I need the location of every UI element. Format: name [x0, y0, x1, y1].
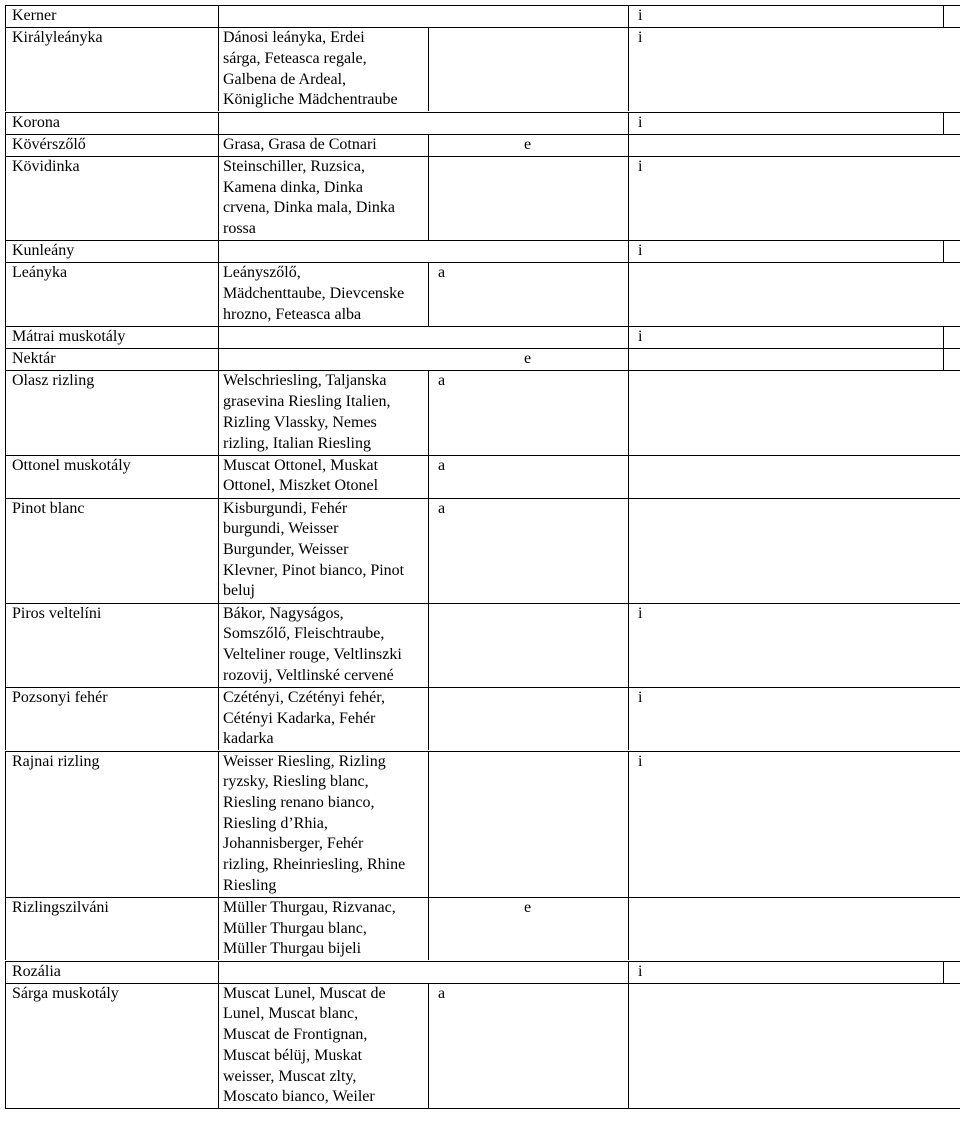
row-left-border [5, 326, 6, 348]
variety-name: Rajnai rizling [12, 752, 100, 770]
row-left-border [5, 498, 6, 603]
synonym-line: Rizling Vlassky, Nemes [223, 413, 377, 431]
cell-separator [218, 156, 219, 240]
category-code: i [638, 962, 643, 980]
cell-separator [628, 455, 629, 498]
cell-separator [218, 961, 219, 983]
cell-separator [218, 455, 219, 498]
cell-separator [628, 370, 629, 454]
category-code: i [638, 242, 643, 260]
synonym-line: Leányszőlő, [223, 264, 301, 282]
synonym-line: Ottonel, Miszket Otonel [223, 477, 379, 495]
synonym-line: Müller Thurgau, Rizvanac, [223, 898, 396, 916]
row-left-border [5, 983, 6, 1109]
synonym-line: Muscat de Frontignan, [223, 1026, 368, 1044]
synonym-line: Grasa, Grasa de Cotnari [223, 135, 377, 153]
cell-separator [428, 751, 429, 897]
variety-name: Korona [12, 113, 60, 131]
category-code: a [438, 499, 446, 517]
row-left-border [5, 27, 6, 111]
variety-name: Kövérszőlő [12, 135, 86, 153]
synonym-line: Velteliner rouge, Veltlinszki [223, 646, 402, 663]
row-border [5, 156, 960, 157]
variety-name: Kerner [12, 7, 57, 24]
cell-separator [218, 240, 219, 262]
cell-separator [943, 112, 944, 134]
cell-separator [628, 983, 629, 1109]
row-left-border [5, 262, 6, 326]
cell-separator [628, 240, 629, 262]
cell-separator [628, 751, 629, 897]
cell-separator [428, 262, 429, 326]
row-border [5, 326, 960, 327]
category-code: e [524, 135, 532, 153]
synonym-line: Welschriesling, Taljanska [223, 372, 387, 390]
row-border [5, 348, 960, 349]
variety-name: Sárga muskotály [12, 984, 119, 1002]
category-code: a [438, 264, 446, 282]
synonym-line: Mädchenttaube, Dievcenske [223, 285, 405, 303]
row-border [5, 983, 960, 984]
variety-name: Pozsonyi fehér [12, 688, 108, 706]
variety-name: Mátrai muskotály [12, 328, 126, 345]
cell-separator [218, 262, 219, 326]
row-left-border [5, 348, 6, 370]
cell-separator [943, 240, 944, 262]
cell-separator [218, 603, 219, 687]
cell-separator [628, 897, 629, 961]
variety-name: Nektár [12, 350, 56, 368]
row-border [5, 370, 960, 371]
synonym-line: kadarka [223, 730, 274, 748]
category-code: i [638, 604, 643, 622]
cell-separator [628, 687, 629, 751]
synonym-line: Muscat Lunel, Muscat de [223, 984, 386, 1002]
synonym-line: Kamena dinka, Dinka [223, 178, 363, 196]
cell-separator [943, 348, 944, 370]
cell-separator [943, 326, 944, 348]
cell-separator [428, 983, 429, 1109]
variety-name: Leányka [12, 264, 68, 282]
cell-separator [428, 27, 429, 111]
row-border [5, 961, 960, 962]
cell-separator [628, 348, 629, 370]
synonym-line: Riesling [223, 876, 277, 894]
row-border [5, 27, 960, 28]
variety-name: Pinot blanc [12, 499, 85, 517]
cell-separator [218, 134, 219, 156]
synonym-line: Königliche Mädchentraube [223, 91, 398, 109]
synonym-line: Müller Thurgau bijeli [223, 940, 362, 958]
row-left-border [5, 455, 6, 498]
category-code: i [638, 29, 643, 47]
synonym-line: rizling, Italian Riesling [223, 434, 371, 452]
cell-separator [428, 687, 429, 751]
cell-separator [628, 326, 629, 348]
category-code: i [638, 113, 643, 131]
variety-name: Olasz rizling [12, 372, 95, 390]
cell-separator [628, 498, 629, 603]
category-code: i [638, 752, 643, 770]
row-left-border [5, 370, 6, 454]
synonym-line: Cétényi Kadarka, Fehér [223, 709, 376, 727]
synonym-line: Steinschiller, Ruzsica, [223, 157, 365, 175]
variety-name: Kunleány [12, 242, 75, 260]
synonym-line: ryzsky, Riesling blanc, [223, 773, 369, 791]
row-border [5, 603, 960, 604]
category-code: e [524, 350, 532, 368]
category-code: i [638, 157, 643, 175]
synonym-line: Weisser Riesling, Rizling [223, 752, 386, 770]
row-left-border [5, 603, 6, 687]
category-code: i [638, 328, 643, 345]
row-border [5, 112, 960, 113]
row-border [5, 240, 960, 241]
synonym-line: rossa [223, 220, 256, 237]
synonym-line: crvena, Dinka mala, Dinka [223, 199, 395, 217]
synonym-line: Czétényi, Czétényi fehér, [223, 688, 385, 706]
cell-separator [218, 370, 219, 454]
cell-separator [628, 27, 629, 111]
cell-separator [628, 112, 629, 134]
cell-separator [218, 897, 219, 961]
synonym-line: Muscat Ottonel, Muskat [223, 456, 379, 474]
synonym-line: weisser, Muscat zlty, [223, 1067, 357, 1085]
row-border [5, 455, 960, 456]
cell-separator [628, 5, 629, 27]
synonym-line: rizling, Rheinriesling, Rhine [223, 856, 406, 873]
synonym-line: Moscato bianco, Weiler [223, 1088, 375, 1106]
synonym-line: Riesling renano bianco, [223, 793, 375, 811]
variety-name: Kövidinka [12, 157, 80, 175]
cell-separator [628, 603, 629, 687]
cell-separator [428, 134, 429, 156]
variety-name: Piros veltelíni [12, 604, 102, 622]
row-border [5, 262, 960, 263]
cell-separator [628, 134, 629, 156]
synonym-line: Johannisberger, Fehér [223, 835, 364, 853]
category-code: a [438, 456, 446, 474]
synonym-line: Muscat bélüj, Muskat [223, 1046, 363, 1064]
row-border [5, 751, 960, 752]
cell-separator [428, 156, 429, 240]
cell-separator [628, 961, 629, 983]
row-border [5, 897, 960, 898]
synonym-line: Somszőlő, Fleischtraube, [223, 625, 385, 643]
row-border [5, 1108, 960, 1109]
cell-separator [428, 498, 429, 603]
synonym-line: rozovij, Veltlinské cervené [223, 666, 394, 684]
row-left-border [5, 5, 6, 27]
row-border [5, 134, 960, 135]
synonym-line: Klevner, Pinot bianco, Pinot [223, 561, 405, 579]
synonym-line: Riesling d’Rhia, [223, 814, 328, 832]
synonym-line: Dánosi leányka, Erdei [223, 29, 365, 47]
synonym-line: grasevina Riesling Italien, [223, 393, 391, 411]
category-code: i [638, 7, 643, 24]
row-left-border [5, 156, 6, 240]
row-left-border [5, 112, 6, 134]
variety-name: Ottonel muskotály [12, 456, 131, 474]
cell-separator [218, 983, 219, 1109]
cell-separator [218, 687, 219, 751]
synonym-line: Lunel, Muscat blanc, [223, 1005, 359, 1023]
row-left-border [5, 687, 6, 751]
synonym-line: Müller Thurgau blanc, [223, 919, 367, 937]
cell-separator [628, 262, 629, 326]
row-left-border [5, 134, 6, 156]
synonym-line: Kisburgundi, Fehér [223, 499, 348, 517]
cell-separator [428, 455, 429, 498]
cell-separator [628, 156, 629, 240]
category-code: a [438, 372, 446, 390]
cell-separator [218, 498, 219, 603]
synonym-line: Burgunder, Weisser [223, 541, 349, 558]
cell-separator [218, 326, 219, 348]
synonym-line: sárga, Feteasca regale, [223, 49, 367, 67]
cell-separator [428, 603, 429, 687]
category-code: e [524, 898, 532, 916]
row-left-border [5, 897, 6, 961]
cell-separator [943, 5, 944, 27]
row-left-border [5, 751, 6, 897]
cell-separator [428, 370, 429, 454]
synonym-line: beluj [223, 582, 255, 600]
synonym-line: Galbena de Ardeal, [223, 70, 347, 88]
row-border [5, 498, 960, 499]
synonym-line: hrozno, Feteasca alba [223, 305, 362, 323]
cell-separator [218, 5, 219, 27]
row-left-border [5, 240, 6, 262]
synonym-line: Bákor, Nagyságos, [223, 604, 344, 622]
category-code: a [438, 984, 446, 1002]
cell-separator [218, 348, 219, 370]
row-border [5, 687, 960, 688]
cell-separator [218, 112, 219, 134]
variety-name: Rizlingszilváni [12, 898, 109, 916]
category-code: i [638, 688, 643, 706]
cell-separator [943, 961, 944, 983]
table-top-border [5, 5, 960, 6]
cell-separator [218, 27, 219, 111]
cell-separator [428, 897, 429, 961]
variety-name: Rozália [12, 962, 61, 980]
row-left-border [5, 961, 6, 983]
synonym-line: burgundi, Weisser [223, 520, 339, 538]
variety-name: Királyleányka [12, 29, 103, 47]
cell-separator [218, 751, 219, 897]
